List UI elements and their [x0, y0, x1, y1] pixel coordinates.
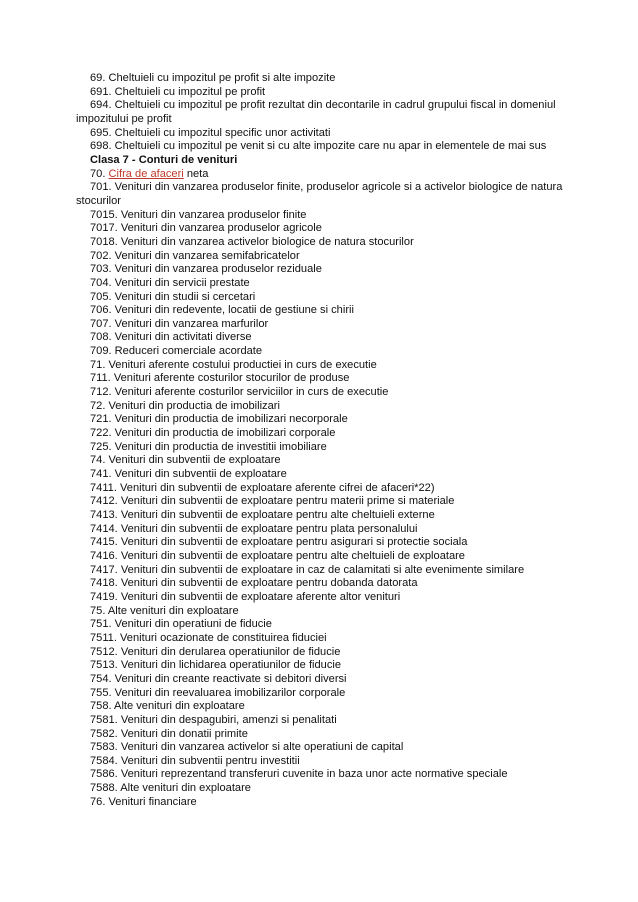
account-line-7413: 7413. Venituri din subventii de exploatare pentru alte cheltuieli externe — [90, 509, 435, 521]
account-line-7414: 7414. Venituri din subventii de exploatare pentru plata personalului — [90, 522, 418, 535]
account-line-7581: 7581. Venituri din despagubiri, amenzi si penalitati — [90, 713, 337, 726]
account-line-701: 701. Venituri din vanzarea produselor finite, produselor agricole si a activelor biologice de natura stocurilor — [76, 181, 563, 207]
account-line-704: 704. Venituri din servicii prestate — [90, 276, 250, 289]
account-line-7415: 7415. Venituri din subventii de exploatare pentru asigurari si protectie sociala — [90, 536, 468, 549]
account-line-709: 709. Reduceri comerciale acordate — [90, 345, 263, 358]
account-line-754: 754. Venituri din creante reactivate si debitori diversi — [90, 672, 347, 685]
account-line-721: 721. Venituri din productia de imobilizari necorporale — [90, 413, 348, 426]
account-line-708: 708. Venituri din activitati diverse — [90, 331, 252, 344]
account-line-703: 703. Venituri din vanzarea produselor reziduale — [90, 263, 322, 276]
account-line-7511: 7511. Venituri ocazionate de constituirea fiduciei — [90, 631, 327, 644]
account-line-706: 706. Venituri din redevente, locatii de gestiune si chirii — [90, 304, 354, 317]
account-line-7588: 7588. Alte venituri din exploatare — [90, 782, 251, 795]
account-line-7419: 7419. Venituri din subventii de exploatare aferente altor venituri — [90, 590, 401, 603]
account-line-751: 751. Venituri din operatiuni de fiducie — [90, 618, 272, 631]
account-line-712: 712. Venituri aferente costurilor serviciilor in curs de executie — [90, 386, 389, 399]
account-line-69: 69. Cheltuieli cu impozitul pe profit si alte impozite — [90, 72, 336, 84]
account-line-7582: 7582. Venituri din donatii primite — [90, 727, 248, 740]
account-line-7584: 7584. Venituri din subventii pentru investitii — [90, 754, 300, 767]
account-line-7017: 7017. Venituri din vanzarea produselor agricole — [90, 222, 322, 235]
account-line-7583: 7583. Venituri din vanzarea activelor si alte operatiuni de capital — [90, 741, 404, 754]
account-line-707: 707. Venituri din vanzarea marfurilor — [90, 317, 269, 330]
account-suffix: neta — [183, 167, 209, 180]
account-line-7417: 7417. Venituri din subventii de exploatare in caz de calamitati si alte evenimente similare — [90, 563, 525, 576]
account-line-741: 741. Venituri din subventii de exploatare — [90, 468, 287, 481]
account-line-698: 698. Cheltuieli cu impozitul pe venit si cu alte impozite care nu apar in elementele de mai sus — [90, 140, 547, 153]
account-line-75: 75. Alte venituri din exploatare — [90, 604, 239, 617]
account-line-72: 72. Venituri din productia de imobilizari — [90, 399, 280, 412]
account-line-722: 722. Venituri din productia de imobilizari corporale — [90, 427, 336, 440]
account-line-7018: 7018. Venituri din vanzarea activelor biologice de natura stocurilor — [90, 235, 414, 248]
account-line-705: 705. Venituri din studii si cercetari — [90, 290, 256, 303]
account-line-758: 758. Alte venituri din exploatare — [90, 700, 245, 713]
account-line-691: 691. Cheltuieli cu impozitul pe profit — [90, 85, 266, 98]
account-line-7513: 7513. Venituri din lichidarea operatiunilor de fiducie — [90, 659, 342, 672]
account-line-7416: 7416. Venituri din subventii de exploatare pentru alte cheltuieli de exploatare — [90, 549, 465, 562]
account-line-695: 695. Cheltuieli cu impozitul specific unor activitati — [90, 126, 331, 139]
document-page — [76, 72, 566, 809]
account-line-694: 694. Cheltuieli cu impozitul pe profit rezultat din decontarile in cadrul grupului fiscal in domeniul impozitului pe profit — [76, 99, 556, 125]
account-line-7412: 7412. Venituri din subventii de exploatare pentru materii prime si materiale — [90, 495, 455, 508]
account-line-74: 74. Venituri din subventii de exploatare — [90, 454, 281, 467]
account-line-7411: 7411. Venituri din subventii de exploatare aferente cifrei de afaceri*22) — [90, 481, 435, 494]
cifra-de-afaceri-link[interactable]: Cifra de afaceri — [108, 167, 184, 180]
account-line-702: 702. Venituri din vanzarea semifabricatelor — [90, 249, 300, 262]
account-line-7586: 7586. Venituri reprezentand transferuri cuvenite in baza unor acte normative speciale — [90, 768, 508, 781]
account-line-70 — [76, 168, 566, 182]
account-line-711: 711. Venituri aferente costurilor stocurilor de produse — [90, 372, 350, 385]
account-line-7512: 7512. Venituri din derularea operatiunilor de fiducie — [90, 645, 341, 658]
account-line-725: 725. Venituri din productia de investitii imobiliare — [90, 440, 327, 453]
account-number: 70. — [90, 167, 109, 180]
account-line-7418: 7418. Venituri din subventii de exploatare pentru dobanda datorata — [90, 577, 418, 590]
account-line-755: 755. Venituri din reevaluarea imobilizarilor corporale — [90, 686, 346, 699]
account-line-71: 71. Venituri aferente costului productiei in curs de executie — [90, 358, 377, 371]
section-heading-clasa-7: Clasa 7 - Conturi de venituri — [90, 153, 238, 166]
account-line-7015: 7015. Venituri din vanzarea produselor finite — [90, 208, 307, 221]
account-line-76: 76. Venituri financiare — [90, 795, 197, 808]
